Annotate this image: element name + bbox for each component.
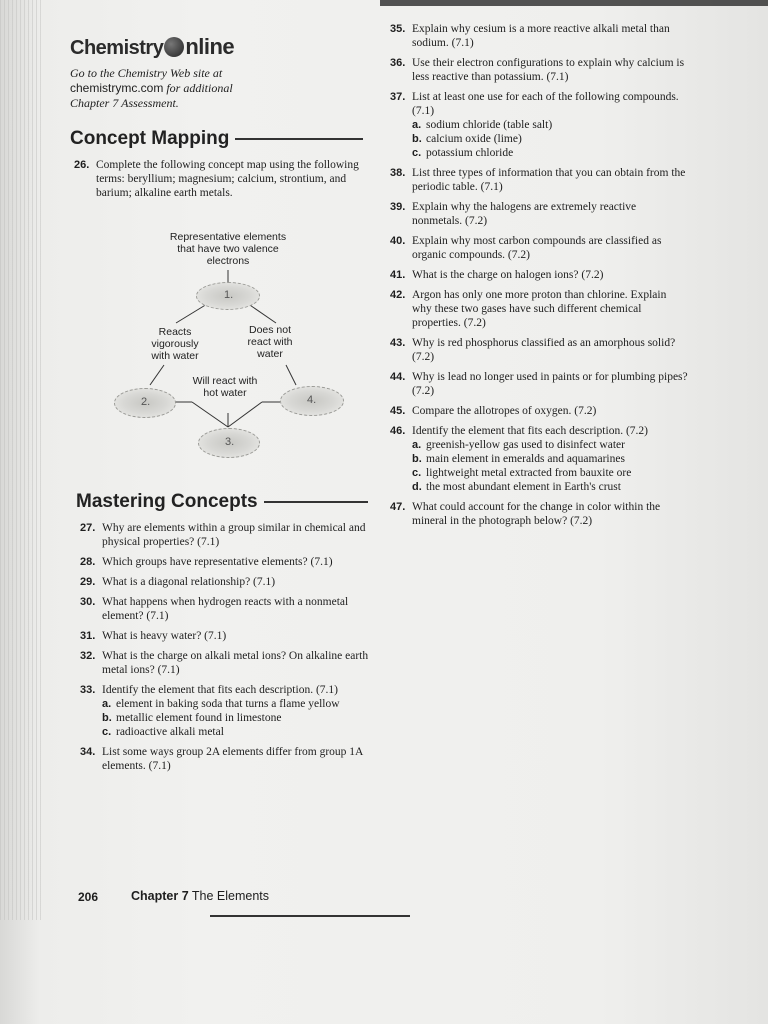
sub-item: c. potassium chloride bbox=[412, 147, 514, 159]
question-42 bbox=[390, 288, 695, 330]
node-label: 3. bbox=[225, 436, 235, 448]
question-number: 34. bbox=[80, 746, 96, 758]
question-text: Use their electron configurations to explain why calcium is less reactive than potassium. (7.1) bbox=[412, 57, 685, 83]
question-number: 43. bbox=[390, 337, 406, 349]
concept-mapping-heading bbox=[70, 128, 363, 150]
question-44 bbox=[390, 370, 695, 398]
web-note-line2: for additional bbox=[166, 81, 233, 95]
section-title: Mastering Concepts bbox=[76, 491, 258, 512]
question-46-subs bbox=[390, 438, 695, 494]
map-node-1 bbox=[196, 282, 260, 310]
sub-item: a. sodium chloride (table salt) bbox=[412, 119, 553, 131]
logo-text-online: nline bbox=[185, 34, 235, 59]
question-text: Explain why the halogens are extremely reactive nonmetals. (7.2) bbox=[412, 201, 637, 227]
logo-text-chemistry: Chemistry bbox=[70, 37, 164, 59]
question-text: Identify the element that fits each description. (7.2) bbox=[412, 425, 648, 437]
right-column-questions bbox=[390, 22, 695, 528]
chapter-footer bbox=[131, 889, 269, 903]
question-text: List some ways group 2A elements differ from group 1A elements. (7.1) bbox=[102, 746, 363, 772]
map-left-link: Reacts vigorously with water bbox=[151, 326, 199, 362]
chapter-number: Chapter 7 bbox=[131, 889, 189, 903]
node-label: 2. bbox=[141, 396, 151, 408]
question-number: 36. bbox=[390, 57, 406, 69]
question-35 bbox=[390, 22, 695, 50]
footer-rule bbox=[210, 915, 410, 917]
question-number: 44. bbox=[390, 371, 406, 383]
question-number: 28. bbox=[80, 556, 96, 568]
question-text: List three types of information that you can obtain from the periodic table. (7.1) bbox=[412, 167, 686, 193]
question-number: 32. bbox=[80, 650, 96, 662]
question-number: 35. bbox=[390, 23, 406, 35]
sub-item: b. calcium oxide (lime) bbox=[412, 133, 522, 145]
globe-icon bbox=[164, 37, 184, 57]
web-site-note bbox=[70, 66, 320, 111]
map-middle-link: Will react with hot water bbox=[192, 375, 258, 399]
heading-rule bbox=[235, 138, 363, 140]
question-36 bbox=[390, 56, 695, 84]
question-number: 41. bbox=[390, 269, 406, 281]
question-text: What is a diagonal relationship? (7.1) bbox=[102, 576, 276, 588]
section-title: Concept Mapping bbox=[70, 128, 230, 149]
question-text: Explain why cesium is a more reactive alkali metal than sodium. (7.1) bbox=[412, 23, 670, 49]
question-31 bbox=[80, 629, 380, 643]
question-number: 45. bbox=[390, 405, 406, 417]
chapter-title: The Elements bbox=[191, 889, 270, 903]
question-number: 33. bbox=[80, 684, 96, 696]
question-27 bbox=[80, 521, 380, 549]
map-right-link: Does not react with water bbox=[247, 324, 293, 360]
sub-item: c. radioactive alkali metal bbox=[102, 726, 224, 738]
question-text: Explain why most carbon compounds are classified as organic compounds. (7.2) bbox=[412, 235, 662, 261]
question-text: Why are elements within a group similar in chemical and physical properties? (7.1) bbox=[102, 522, 366, 548]
question-number: 46. bbox=[390, 425, 406, 437]
question-number: 29. bbox=[80, 576, 96, 588]
question-37 bbox=[390, 90, 695, 118]
web-note-line3: Chapter 7 Assessment. bbox=[70, 96, 179, 110]
question-text: Identify the element that fits each description. (7.1) bbox=[102, 684, 338, 696]
mastering-concepts-heading bbox=[76, 491, 368, 513]
question-26 bbox=[74, 158, 374, 200]
question-number: 40. bbox=[390, 235, 406, 247]
question-43 bbox=[390, 336, 695, 364]
sub-item: d. the most abundant element in Earth's crust bbox=[412, 481, 621, 493]
question-number: 27. bbox=[80, 522, 96, 534]
question-29 bbox=[80, 575, 380, 589]
scan-edge-artifact bbox=[0, 0, 42, 920]
question-32 bbox=[80, 649, 380, 677]
question-30 bbox=[80, 595, 380, 623]
question-41 bbox=[390, 268, 695, 282]
question-text: List at least one use for each of the following compounds. (7.1) bbox=[412, 91, 679, 117]
question-28 bbox=[80, 555, 380, 569]
question-text: What is heavy water? (7.1) bbox=[102, 630, 227, 642]
question-number: 38. bbox=[390, 167, 406, 179]
node-label: 1. bbox=[224, 289, 234, 301]
node-label: 4. bbox=[307, 394, 317, 406]
question-40 bbox=[390, 234, 695, 262]
question-number: 42. bbox=[390, 289, 406, 301]
question-39 bbox=[390, 200, 695, 228]
sub-item: b. metallic element found in limestone bbox=[102, 712, 282, 724]
map-node-2 bbox=[114, 388, 176, 418]
question-number: 39. bbox=[390, 201, 406, 213]
question-text: What could account for the change in color within the mineral in the photograph below? (7.2) bbox=[412, 501, 661, 527]
mastering-concepts-list bbox=[80, 521, 380, 773]
web-url-link[interactable]: chemistrymc.com bbox=[70, 81, 164, 95]
question-text: What is the charge on alkali metal ions? On alkaline earth metal ions? (7.1) bbox=[102, 650, 369, 676]
sub-item: b. main element in emeralds and aquamarines bbox=[412, 453, 625, 465]
question-text: Why is lead no longer used in paints or for plumbing pipes? (7.2) bbox=[412, 371, 688, 397]
question-text: What is the charge on halogen ions? (7.2) bbox=[412, 269, 604, 281]
question-34 bbox=[80, 745, 380, 773]
question-33 bbox=[80, 683, 380, 697]
sub-item: a. element in baking soda that turns a flame yellow bbox=[102, 698, 340, 710]
question-38 bbox=[390, 166, 695, 194]
question-text: Compare the allotropes of oxygen. (7.2) bbox=[412, 405, 597, 417]
question-text: What happens when hydrogen reacts with a nonmetal element? (7.1) bbox=[102, 596, 349, 622]
web-note-line1: Go to the Chemistry Web site at bbox=[70, 66, 223, 80]
question-number: 30. bbox=[80, 596, 96, 608]
question-45 bbox=[390, 404, 695, 418]
map-top-label: Representative elements that have two valence electrons bbox=[169, 231, 287, 267]
question-number: 26. bbox=[74, 159, 90, 171]
question-33-subs bbox=[80, 697, 380, 739]
heading-rule bbox=[264, 501, 368, 503]
question-text: Complete the following concept map using the following terms: beryllium; magnesium; calcium, strontium, and barium; alkaline earth metals. bbox=[96, 159, 359, 199]
question-37-subs bbox=[390, 118, 695, 160]
question-number: 31. bbox=[80, 630, 96, 642]
question-46 bbox=[390, 424, 695, 438]
chemistry-online-logo bbox=[70, 34, 234, 60]
sub-item: a. greenish-yellow gas used to disinfect water bbox=[412, 439, 625, 451]
scan-top-edge bbox=[380, 0, 768, 6]
sub-item: c. lightweight metal extracted from bauxite ore bbox=[412, 467, 632, 479]
map-node-3 bbox=[198, 428, 260, 458]
question-text: Why is red phosphorus classified as an amorphous solid? (7.2) bbox=[412, 337, 676, 363]
question-text: Which groups have representative elements? (7.1) bbox=[102, 556, 333, 568]
page-number: 206 bbox=[78, 890, 99, 904]
question-text: Argon has only one more proton than chlorine. Explain why these two gases have such different chemical properties. (7.2) bbox=[412, 289, 667, 329]
map-node-4 bbox=[280, 386, 344, 416]
question-number: 37. bbox=[390, 91, 406, 103]
question-number: 47. bbox=[390, 501, 406, 513]
question-47 bbox=[390, 500, 695, 528]
